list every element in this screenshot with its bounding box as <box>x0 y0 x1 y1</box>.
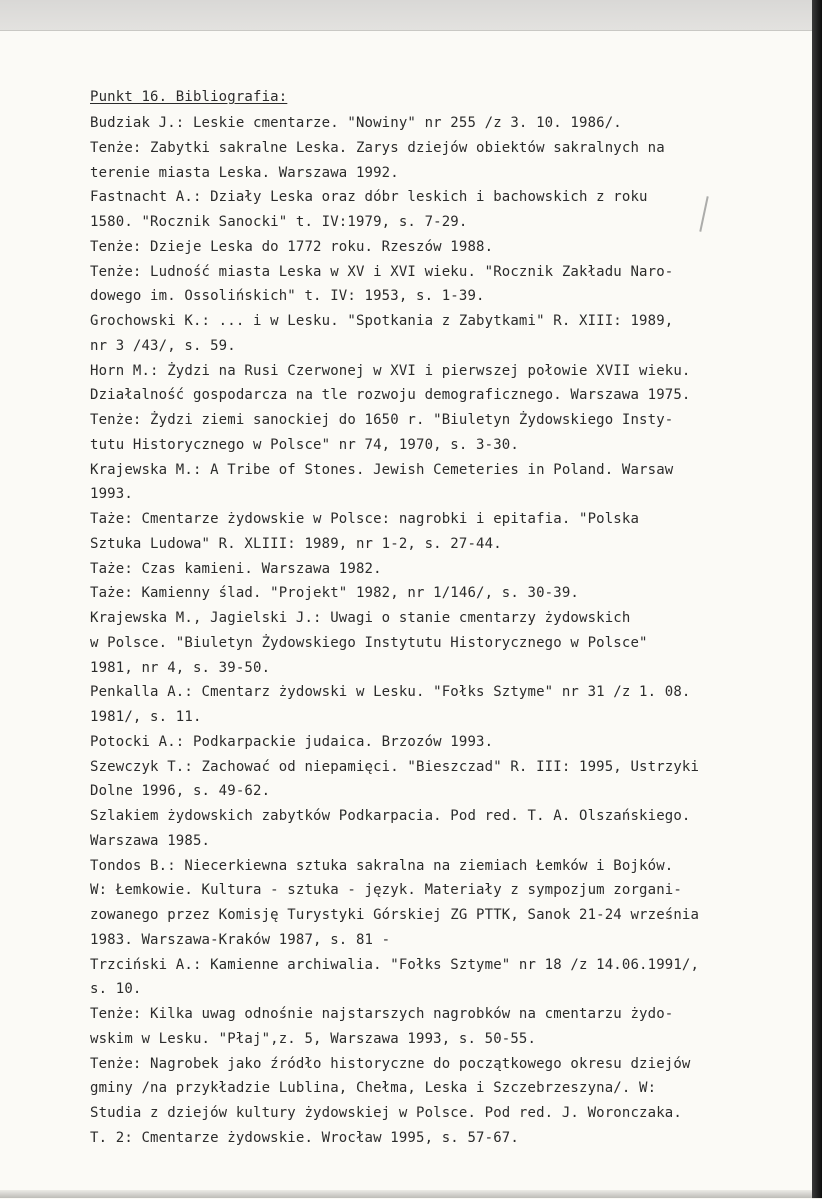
bibliography-line: T. 2: Cmentarze żydowskie. Wrocław 1995, s. 57-67. <box>90 1129 519 1146</box>
bibliography-line: W: Łemkowie. Kultura - sztuka - język. Materiały z sympozjum zorgani- <box>90 882 682 899</box>
bibliography-line: Działalność gospodarcza na tle rozwoju demograficznego. Warszawa 1975. <box>90 387 691 404</box>
scan-bottom-edge <box>0 1190 812 1198</box>
bibliography-line: Penkalla A.: Cmentarz żydowski w Lesku. "Fołks Sztyme" nr 31 /z 1. 08. <box>90 684 691 701</box>
bibliography-line: Fastnacht A.: Działy Leska oraz dóbr leskich i bachowskich z roku <box>90 189 648 206</box>
bibliography-line: nr 3 /43/, s. 59. <box>90 337 236 354</box>
bibliography-lines <box>90 111 802 1151</box>
bibliography-line: dowego im. Ossolińskich" t. IV: 1953, s. 1-39. <box>90 288 485 305</box>
bibliography-line: gminy /na przykładzie Lublina, Chełma, Leska i Szczebrzeszyna/. W: <box>90 1080 657 1097</box>
scan-right-edge <box>812 0 822 1198</box>
bibliography-line: Tenże: Kilka uwag odnośnie najstarszych nagrobków na cmentarzu żydo- <box>90 1006 674 1022</box>
bibliography-line: Dolne 1996, s. 49-62. <box>90 783 271 800</box>
bibliography-line: Tenże: Zabytki sakralne Leska. Zarys dziejów obiektów sakralnych na <box>90 139 665 156</box>
bibliography-line: Taże: Cmentarze żydowskie w Polsce: nagrobki i epitafia. "Polska <box>90 511 640 527</box>
bibliography-line: Budziak J.: Leskie cmentarze. "Nowiny" nr 255 /z 3. 10. 1986/. <box>90 115 622 131</box>
bibliography-line: wskim w Lesku. "Płaj",z. 5, Warszawa 1993, s. 50-55. <box>90 1030 537 1047</box>
bibliography-line: 1993. <box>90 486 133 503</box>
bibliography-line: Potocki A.: Podkarpackie judaica. Brzozów 1993. <box>90 733 494 750</box>
bibliography-line: 1983. Warszawa-Kraków 1987, s. 81 - <box>90 931 391 948</box>
bibliography-line: w Polsce. "Biuletyn Żydowskiego Instytutu Historycznego w Polsce" <box>90 634 648 651</box>
bibliography-line: Sztuka Ludowa" R. XLIII: 1989, nr 1-2, s. 27-44. <box>90 535 502 552</box>
bibliography-line: Krajewska M., Jagielski J.: Uwagi o stanie cmentarzy żydowskich <box>90 610 631 626</box>
bibliography-line: Trzciński A.: Kamienne archiwalia. "Fołks Sztyme" nr 18 /z 14.06.1991/, <box>90 956 700 973</box>
bibliography-line: Szewczyk T.: Zachować od niepamięci. "Bieszczad" R. III: 1995, Ustrzyki <box>90 758 700 775</box>
bibliography-line: Horn M.: Żydzi na Rusi Czerwonej w XVI i pierwszej połowie XVII wieku. <box>90 362 691 379</box>
bibliography-line: Tenże: Żydzi ziemi sanockiej do 1650 r. "Biuletyn Żydowskiego Insty- <box>90 412 674 428</box>
bibliography-section <box>90 83 802 1151</box>
bibliography-line: Tenże: Dzieje Leska do 1772 roku. Rzeszów 1988. <box>90 238 494 255</box>
bibliography-line: Warszawa 1985. <box>90 832 211 849</box>
bibliography-line: terenie miasta Leska. Warszawa 1992. <box>90 164 399 181</box>
bibliography-line: Krajewska M.: A Tribe of Stones. Jewish Cemeteries in Poland. Warsaw <box>90 461 674 478</box>
bibliography-line: Taże: Kamienny ślad. "Projekt" 1982, nr 1/146/, s. 30-39. <box>90 585 579 602</box>
bibliography-line: Szlakiem żydowskich zabytków Podkarpacia. Pod red. T. A. Olszańskiego. <box>90 808 691 824</box>
bibliography-line: Tenże: Nagrobek jako źródło historyczne do początkowego okresu dziejów <box>90 1055 691 1072</box>
bibliography-line: s. 10. <box>90 981 142 998</box>
bibliography-line: Tondos B.: Niecerkiewna sztuka sakralna na ziemiach Łemków i Bojków. <box>90 857 674 874</box>
bibliography-line: 1981, nr 4, s. 39-50. <box>90 659 271 676</box>
bibliography-line: 1981/, s. 11. <box>90 709 202 725</box>
bibliography-line: Studia z dziejów kultury żydowskiej w Polsce. Pod red. J. Woronczaka. <box>90 1105 682 1121</box>
section-heading: Punkt 16. Bibliografia: <box>90 89 288 105</box>
bibliography-line: tutu Historycznego w Polsce" nr 74, 1970, s. 3-30. <box>90 436 519 453</box>
bibliography-line: Taże: Czas kamieni. Warszawa 1982. <box>90 560 382 577</box>
bibliography-line: Tenże: Ludność miasta Leska w XV i XVI wieku. "Rocznik Zakładu Naro- <box>90 263 674 280</box>
bibliography-line: Grochowski K.: ... i w Lesku. "Spotkania z Zabytkami" R. XIII: 1989, <box>90 313 674 329</box>
bibliography-line: 1580. "Rocznik Sanocki" t. IV:1979, s. 7-29. <box>90 214 468 230</box>
bibliography-line: zowanego przez Komisję Turystyki Górskiej ZG PTTK, Sanok 21-24 września <box>90 907 700 923</box>
